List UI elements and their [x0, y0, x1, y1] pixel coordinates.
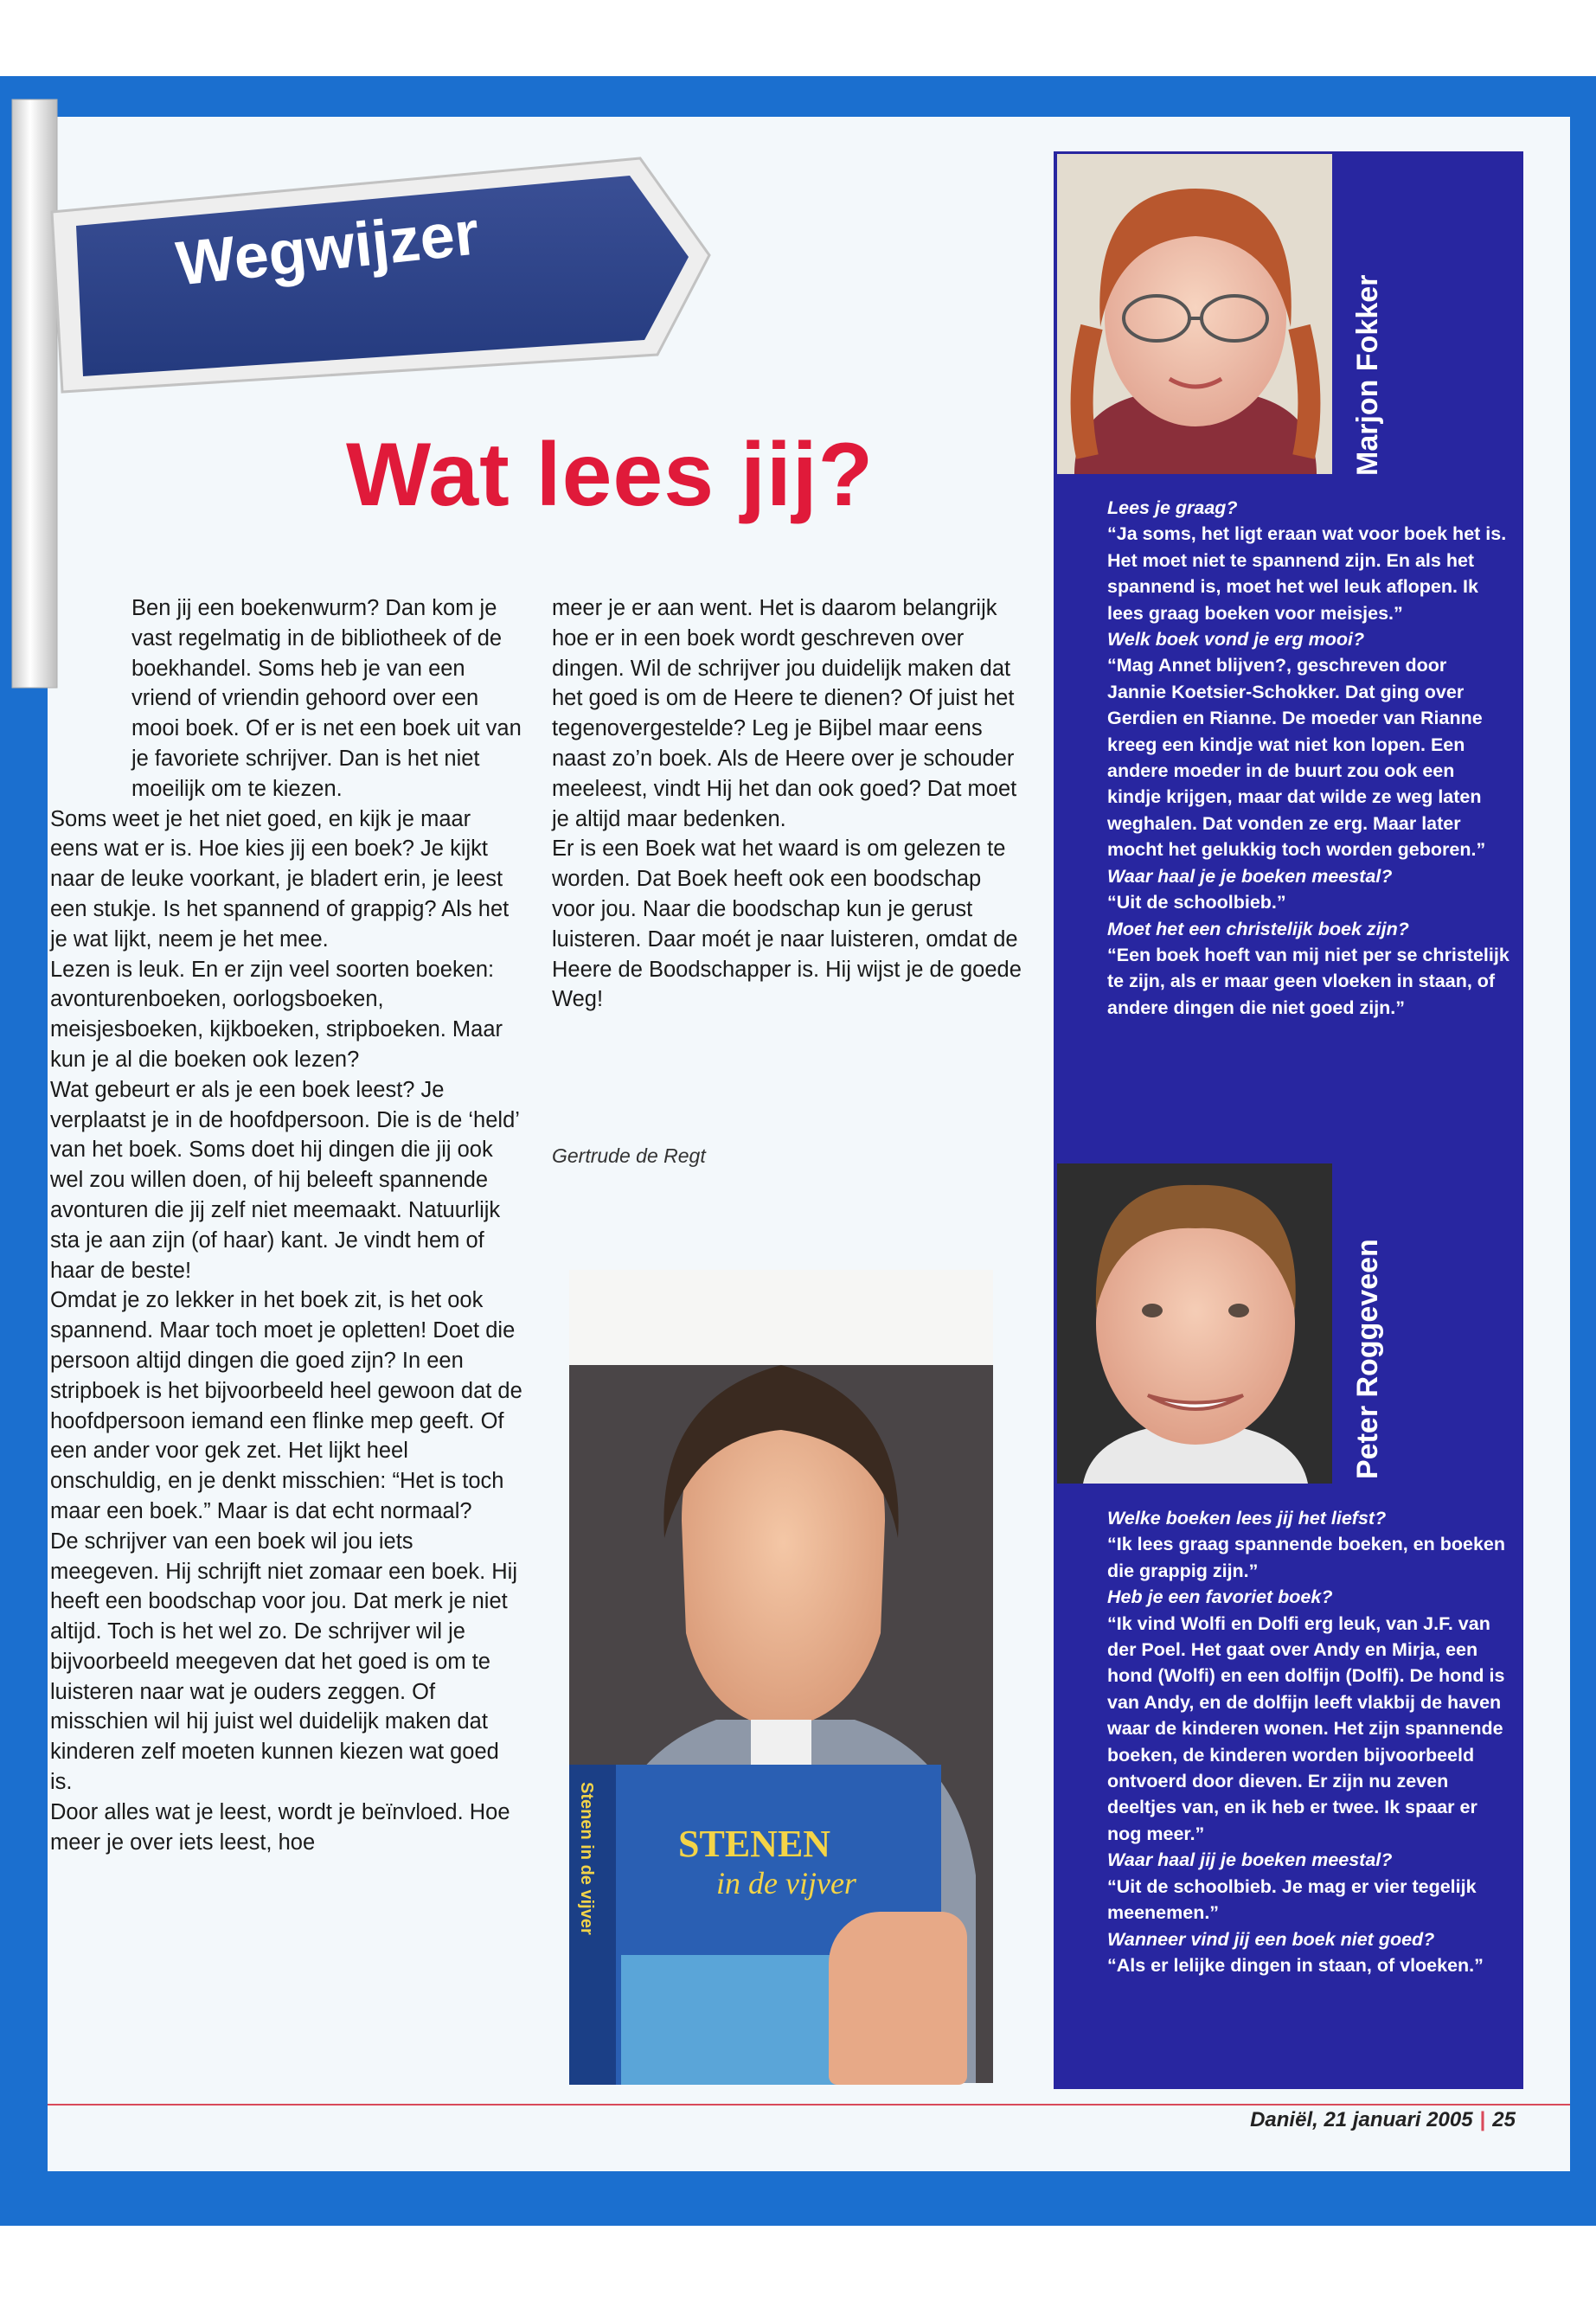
interview-answer: “Als er lelijke dingen in staan, of vloeken.” — [1107, 1954, 1484, 1976]
page-footer — [1250, 2108, 1516, 2132]
interview-question: Moet het een christelijk boek zijn? — [1107, 918, 1409, 939]
interview-answer: “Uit de schoolbieb.” — [1107, 892, 1286, 913]
book-cover-subtitle: in de vijver — [716, 1866, 856, 1900]
page-number: 25 — [1492, 2108, 1516, 2131]
interview-answer: “Uit de schoolbieb. Je mag er vier tegelijk meenemen.” — [1107, 1875, 1477, 1924]
photo-marjon-fokker — [1057, 154, 1332, 474]
interview-question: Wanneer vind jij een boek niet goed? — [1107, 1928, 1435, 1950]
article-paragraph: meer je er aan went. Het is daarom belangrijk hoe er in een boek wordt geschreven over dingen. Wil de schrijver jou duidelijk maken dat het goed is om de Heere te dienen? Of juist het tegenovergestelde? Leg je Bijbel maar eens naast zo’n boek. Als de Heere over je schouder meeleest, vindt Hij het dan ook goed? Dat moet je altijd maar bedenken. — [552, 596, 1017, 831]
interviewee-name: Peter Roggeveen — [1351, 1239, 1384, 1479]
interview-answer: “Een boek hoeft van mij niet per se christelijk te zijn, als er maar geen vloeken in staan, of andere dingen die niet goed zijn.” — [1107, 944, 1509, 1018]
interview-question: Lees je graag? — [1107, 497, 1238, 518]
article-paragraph: Lezen is leuk. En er zijn veel soorten boeken: avonturenboeken, oorlogsboeken, meisjesboeken, kijkboeken, stripboeken. Maar kun je al die boeken ook lezen? — [50, 957, 503, 1072]
interview-answer: “Ik lees graag spannende boeken, en boeken die grappig zijn.” — [1107, 1534, 1506, 1581]
author-byline: Gertrude de Regt — [552, 1144, 706, 1167]
book-cover — [569, 1765, 941, 2085]
page-title: Wat lees jij? — [346, 425, 875, 525]
interview-peter — [1107, 1505, 1510, 1978]
interview-question: Waar haal jij je boeken meestal? — [1107, 1849, 1393, 1871]
interview-question: Waar haal je je boeken meestal? — [1107, 865, 1393, 887]
interview-question: Welk boek vond je erg mooi? — [1107, 629, 1365, 651]
magazine-issue: Daniël, 21 januari 2005 — [1250, 2108, 1473, 2131]
interview-answer: “Mag Annet blijven?, geschreven door Jannie Koetsier-Schokker. Dat ging over Gerdien en Rianne. De moeder van Rianne kreeg een kindje wat niet kon lopen. Een andere moeder in de buurt zou ook een kindje krijgen, maar dat wilde ze weg laten weghalen. Dat vonden ze erg. Maar later mocht het gelukkig toch worden geboren.” — [1107, 655, 1486, 861]
signpost-label: Wegwijzer — [173, 198, 483, 299]
photo-peter-roggeveen — [1057, 1163, 1332, 1484]
book-spine-title: Stenen in de vijver — [577, 1782, 596, 1935]
article-paragraph: Ben jij een boekenwurm? Dan kom je vast regelmatig in de bibliotheek of de boekhandel. Soms heb je van een vriend of vriendin gehoord over een mooi boek. Of er is net een boek uit van je favoriete schrijver. Dan is het niet moeilijk om te kiezen. — [131, 596, 522, 801]
interview-question: Welke boeken lees jij het liefst? — [1107, 1508, 1387, 1529]
article-paragraph: Soms weet je het niet goed, en kijk je maar eens wat er is. Hoe kies jij een boek? Je kijkt naar de leuke voorkant, je bladert erin, je leest een stukje. Is het spannend of grappig? Als het je wat lijkt, neem je het mee. — [50, 806, 510, 952]
article-paragraph: De schrijver van een boek wil jou iets meegeven. Hij schrijft niet zomaar een boek. Hij heeft een boodschap voor jou. Dat merk je niet altijd. Toch is het wel zo. De schrijver wil je bijvoorbeeld meegeven dat het goed is om te luisteren naar wat je ouders zeggen. Of misschien wil hij juist wel duidelijk maken dat kinderen zelf moeten kunnen kiezen wat goed is. — [50, 1529, 517, 1795]
interview-answer: “Ja soms, het ligt eraan wat voor boek het is. Het moet niet te spannend zijn. En als het spannend is, moet het wel leuk aflopen. Ik lees graag boeken voor meisjes.” — [1107, 523, 1507, 624]
article-paragraph: Door alles wat je leest, wordt je beïnvloed. Hoe meer je over iets leest, hoe — [50, 1799, 510, 1855]
article-paragraph: Er is een Boek wat het waard is om gelezen te worden. Dat Boek heeft ook een boodschap voor jou. Naar die boodschap kun je gerust luisteren. Daar moét je naar luisteren, omdat de Heere de Boodschapper is. Hij wijst je de goede Weg! — [552, 836, 1022, 1012]
article-paragraph: Omdat je zo lekker in het boek zit, is het ook spannend. Maar toch moet je opletten! Doet die persoon altijd dingen die goed zijn? In een stripboek is het bijvoorbeeld heel gewoon dat de hoofdpersoon iemand een flinke mep geeft. Of een ander voor gek zet. Het lijkt heel onschuldig, en je denkt misschien: “Het is toch maar een boek.” Maar is dat echt normaal? — [50, 1288, 522, 1523]
book-cover-title: STENEN — [678, 1823, 831, 1865]
footer-separator: | — [1479, 2108, 1486, 2131]
interview-answer: “Ik vind Wolfi en Dolfi erg leuk, van J.F. van der Poel. Het gaat over Andy en Mirja, een hond (Wolfi) en een dolfijn (Dolfi). De hond is van Andy, en de dolfijn leeft vlakbij de haven waar de kinderen wonen. Het zijn spannende boeken, de kinderen worden bijvoorbeeld ontvoerd door dieven. Er zijn nu zeven deeltjes van, en ik heb er twee. Ik spaar er nog meer.” — [1107, 1612, 1505, 1844]
interviewee-name: Marjon Fokker — [1351, 274, 1384, 476]
article-column-1 — [50, 593, 522, 1857]
article-paragraph: Wat gebeurt er als je een boek leest? Je verplaatst je in de hoofdpersoon. Die is de ‘held’ van het boek. Soms doet hij dingen die jij ook wel zou willen doen, of hij beleeft spannende avonturen die jij zelf niet meemaakt. Natuurlijk sta je aan zijn (of haar) kant. Je vindt hem of haar de beste! — [50, 1077, 519, 1283]
interview-question: Heb je een favoriet boek? — [1107, 1586, 1333, 1608]
footer-rule — [48, 2104, 1570, 2106]
interview-marjon — [1107, 495, 1510, 1021]
article-column-2 — [552, 593, 1028, 1015]
